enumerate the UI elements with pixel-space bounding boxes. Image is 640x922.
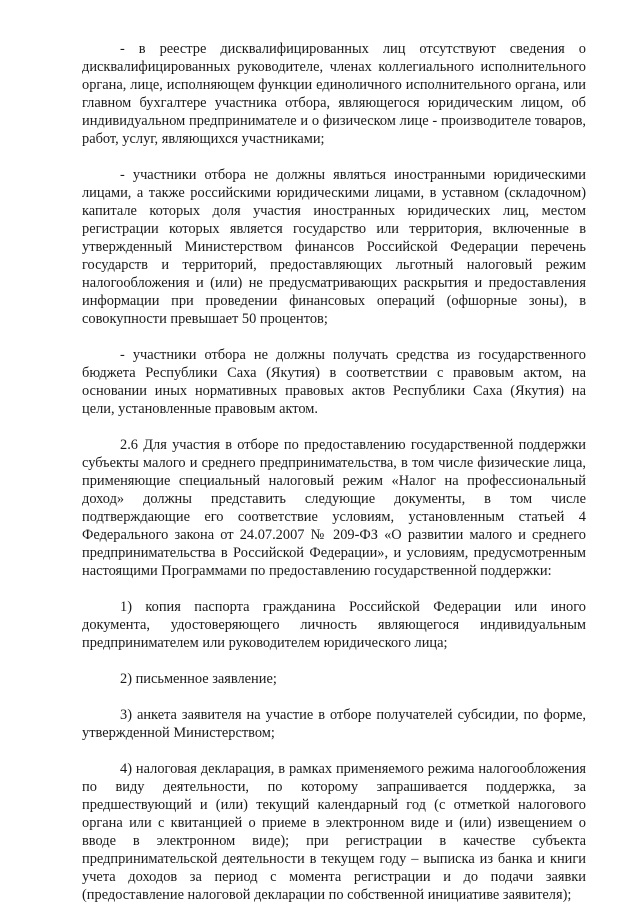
paragraph-budget-funds: - участники отбора не должны получать средства из государственного бюджета Республики Саха (Якутия) в соответствии с правовым актом, на основании иных нормативных правовых актов Республики Саха (Якутия) на цели, установленные правовым актом. <box>82 347 586 417</box>
list-item-tax-declaration: 4) налоговая декларация, в рамках применяемого режима налогообложения по виду деятельности, по которому запрашивается поддержка, за предшествующий и (или) текущий календарный год (с отметкой налогового органа или с квитанцией о приеме в электронном виде и (или) извещением о вводе в электронном виде); при регистрации в качестве субъекта предпринимательской деятельности в текущем году – выписка из банка и книги учета доходов за период с момента регистрации и до подачи заявки (предоставление налоговой декларации по собственной инициативе заявителя); <box>82 761 586 903</box>
paragraph-foreign-entities: - участники отбора не должны являться иностранными юридическими лицами, а также российскими юридическими лицами, в уставном (складочном) капитале которых доля участия иностранных юридических лиц, местом регистрации которых является государство или территория, включенные в утвержденный Министерством финансов Российской Федерации перечень государств и территорий, предоставляющих льготный налоговый режим налогообложения и (или) не предусматривающих раскрытия и предоставления информации при проведении финансовых операций (офшорные зоны), в совокупности превышает 50 процентов; <box>82 167 586 327</box>
paragraph-disqualified-persons: - в реестре дисквалифицированных лиц отсутствуют сведения о дисквалифицированных руководителе, членах коллегиального исполнительного органа, лице, исполняющем функции единоличного исполнительного органа, или главном бухгалтере участника отбора, являющегося юридическим лицом, об индивидуальном предпринимателе и о физическом лице - производителе товаров, работ, услуг, являющихся участниками; <box>82 41 586 147</box>
document-body <box>82 40 586 922</box>
paragraph-section-2-6: 2.6 Для участия в отборе по предоставлению государственной поддержки субъекты малого и среднего предпринимательства, в том числе физические лица, применяющие специальный налоговый режим «Налог на профессиональный доход» должны представить следующие документы, в том числе подтверждающие его соответствие условиям, установленным статьей 4 Федерального закона от 24.07.2007 № 209-ФЗ «О развитии малого и среднего предпринимательства в Российской Федерации», и условиям, предусмотренным настоящими Программами по предоставлению государственной поддержки: <box>82 437 586 579</box>
list-item-written-application: 2) письменное заявление; <box>120 671 277 687</box>
list-item-passport-copy: 1) копия паспорта гражданина Российской Федерации или иного документа, удостоверяющего личность являющегося индивидуальным предпринимателем или руководителем юридического лица; <box>82 599 586 651</box>
list-item-applicant-form: 3) анкета заявителя на участие в отборе получателей субсидии, по форме, утвержденной Министерством; <box>82 707 586 741</box>
